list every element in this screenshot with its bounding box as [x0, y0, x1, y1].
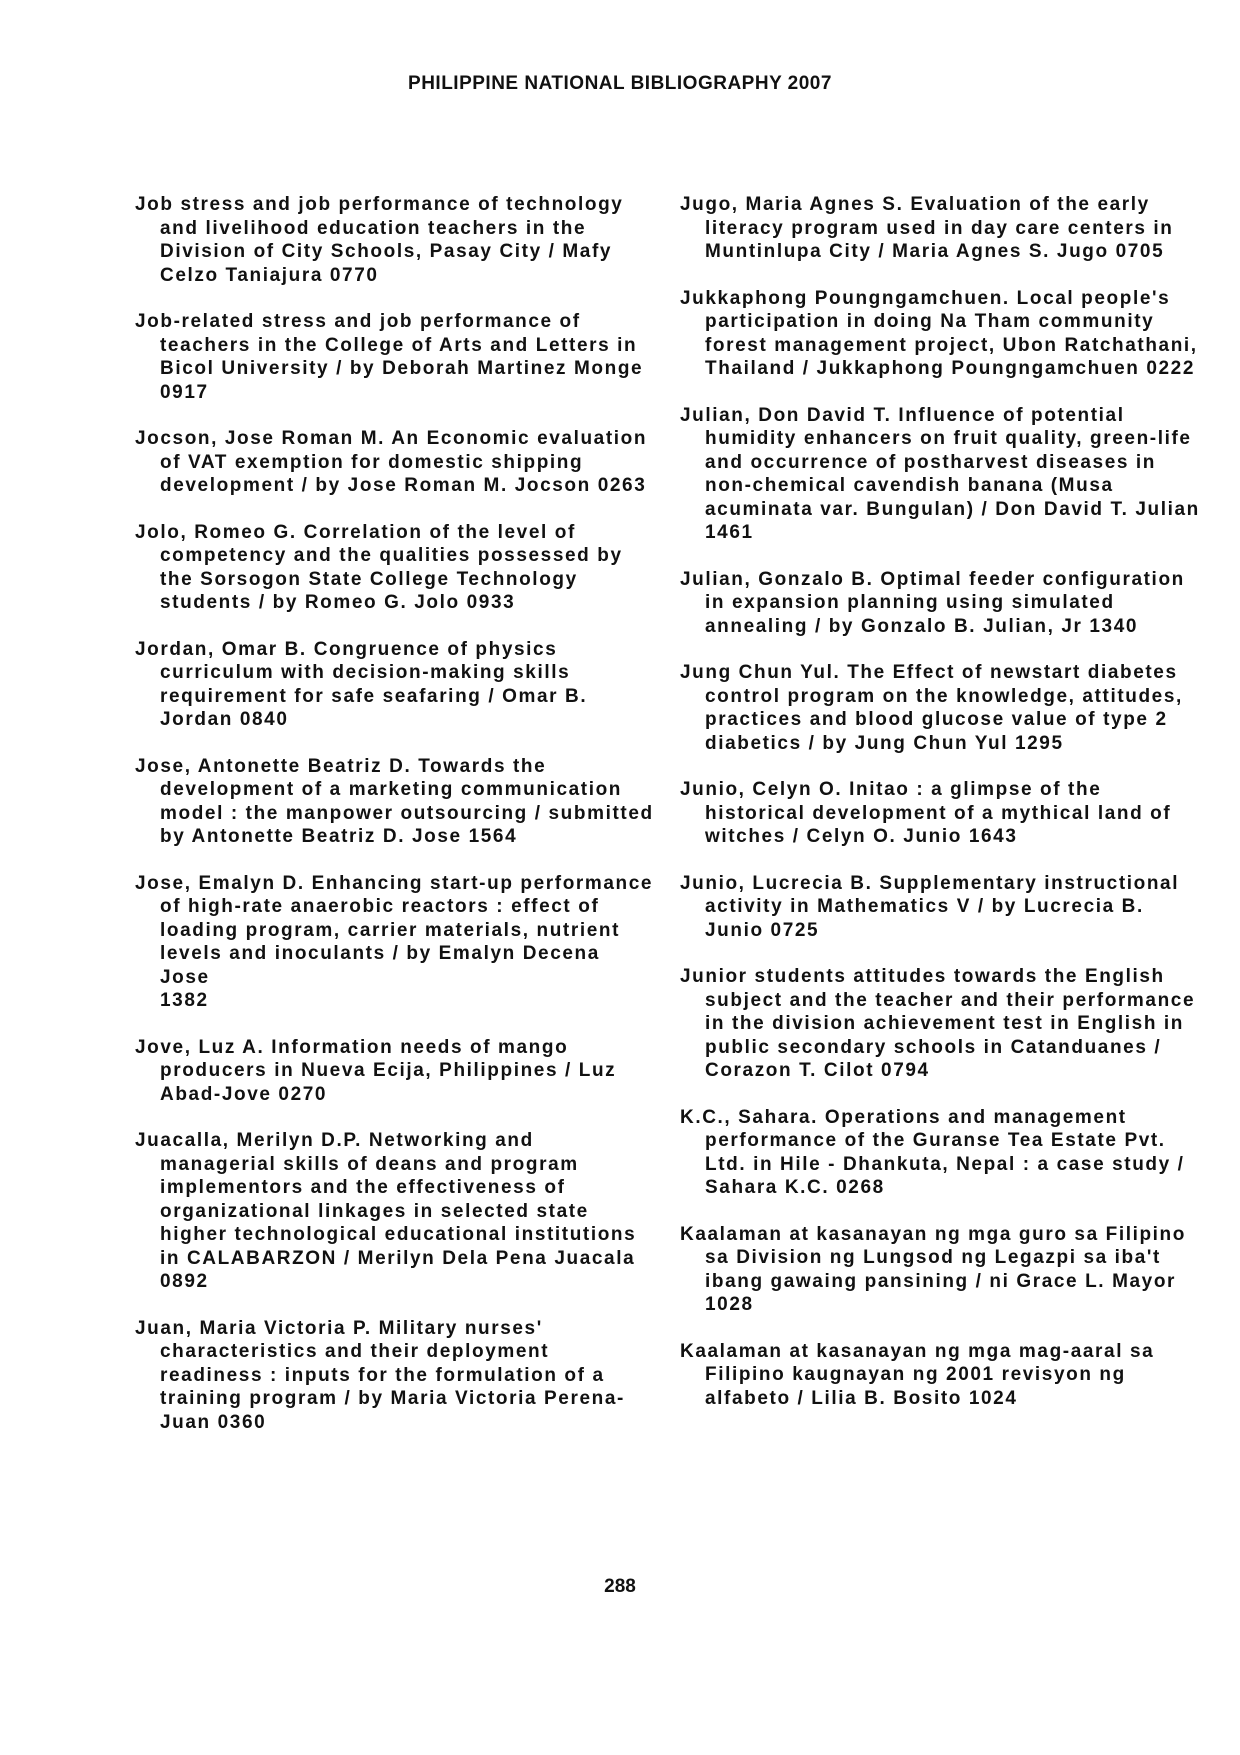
bibliography-entry: Job-related stress and job performance of teachers in the College of Arts and Letters in Bicol University / by Deborah Martinez Monge 0917	[135, 311, 644, 403]
bibliography-entry: Kaalaman at kasanayan ng mga mag-aaral sa Filipino kaugnayan ng 2001 revisyon ng alfabeto / Lilia B. Bosito 1024	[680, 1340, 1155, 1409]
bibliography-entry: Jose, Emalyn D. Enhancing start-up performance of high-rate anaerobic reactors : effect of loading program, carrier materials, nutrient levels and inoculants / by Emalyn Decena Jose 1382	[135, 872, 654, 1011]
right-column	[680, 193, 1200, 1433]
bibliography-entry: Jung Chun Yul. The Effect of newstart diabetes control program on the knowledge, attitudes, practices and blood glucose value of type 2 diabetics / by Jung Chun Yul 1295	[680, 662, 1183, 754]
bibliography-entry: Jose, Antonette Beatriz D. Towards the development of a marketing communication model : the manpower outsourcing / submitted by Antonette Beatriz D. Jose 1564	[135, 755, 654, 847]
bibliography-entry: Julian, Don David T. Influence of potential humidity enhancers on fruit quality, green-life and occurrence of postharvest diseases in non-chemical cavendish banana (Musa acuminata var. Bungulan) / Don David T. Julian 1461	[680, 404, 1200, 543]
bibliography-entry: Julian, Gonzalo B. Optimal feeder configuration in expansion planning using simulated annealing / by Gonzalo B. Julian, Jr 1340	[680, 568, 1185, 637]
bibliography-entry: Juacalla, Merilyn D.P. Networking and managerial skills of deans and program implementors and the effectiveness of organizational linkages in selected state higher technological educational institutions in CALABARZON / Merilyn Dela Pena Juacala 0892	[135, 1130, 637, 1292]
page-number: 288	[604, 1576, 636, 1597]
bibliography-entry: Jove, Luz A. Information needs of mango producers in Nueva Ecija, Philippines / Luz Abad-Jove 0270	[135, 1036, 617, 1105]
bibliography-entry: Jocson, Jose Roman M. An Economic evaluation of VAT exemption for domestic shipping development / by Jose Roman M. Jocson 0263	[135, 428, 648, 496]
bibliography-entry: Junio, Lucrecia B. Supplementary instructional activity in Mathematics V / by Lucrecia B. Junio 0725	[680, 872, 1180, 941]
bibliography-entry: Jugo, Maria Agnes S. Evaluation of the early literacy program used in day care centers in Muntinlupa City / Maria Agnes S. Jugo 0705	[680, 194, 1174, 262]
bibliography-entry: K.C., Sahara. Operations and management performance of the Guranse Tea Estate Pvt. Ltd. in Hile - Dhankuta, Nepal : a case study / Sahara K.C. 0268	[680, 1106, 1185, 1198]
bibliography-entry: Jukkaphong Poungngamchuen. Local people's participation in doing Na Tham community forest management project, Ubon Ratchathani, Thailand / Jukkaphong Poungngamchuen 0222	[680, 287, 1198, 379]
page-header: PHILIPPINE NATIONAL BIBLIOGRAPHY 2007	[408, 73, 832, 94]
bibliography-entry: Kaalaman at kasanayan ng mga guro sa Filipino sa Division ng Lungsod ng Legazpi sa iba't ibang gawaing pansining / ni Grace L. Mayor 1028	[680, 1223, 1186, 1315]
bibliography-entry: Juan, Maria Victoria P. Military nurses' characteristics and their deployment readiness : inputs for the formulation of a training program / by Maria Victoria Perena-Juan 0360	[135, 1317, 625, 1433]
bibliography-entry: Junior students attitudes towards the English subject and the teacher and their performance in the division achievement test in English in public secondary schools in Catanduanes / Corazon T. Cilot 0794	[680, 966, 1196, 1081]
bibliography-entry: Jordan, Omar B. Congruence of physics curriculum with decision-making skills requirement for safe seafaring / Omar B. Jordan 0840	[135, 638, 588, 730]
bibliography-entry: Jolo, Romeo G. Correlation of the level of competency and the qualities possessed by the Sorsogon State College Technology students / by Romeo G. Jolo 0933	[135, 521, 623, 613]
left-column	[135, 193, 655, 1457]
bibliography-entry: Junio, Celyn O. Initao : a glimpse of the historical development of a mythical land of witches / Celyn O. Junio 1643	[680, 779, 1172, 847]
bibliography-entry: Job stress and job performance of technology and livelihood education teachers in the Division of City Schools, Pasay City / Mafy Celzo Taniajura 0770	[135, 194, 624, 286]
